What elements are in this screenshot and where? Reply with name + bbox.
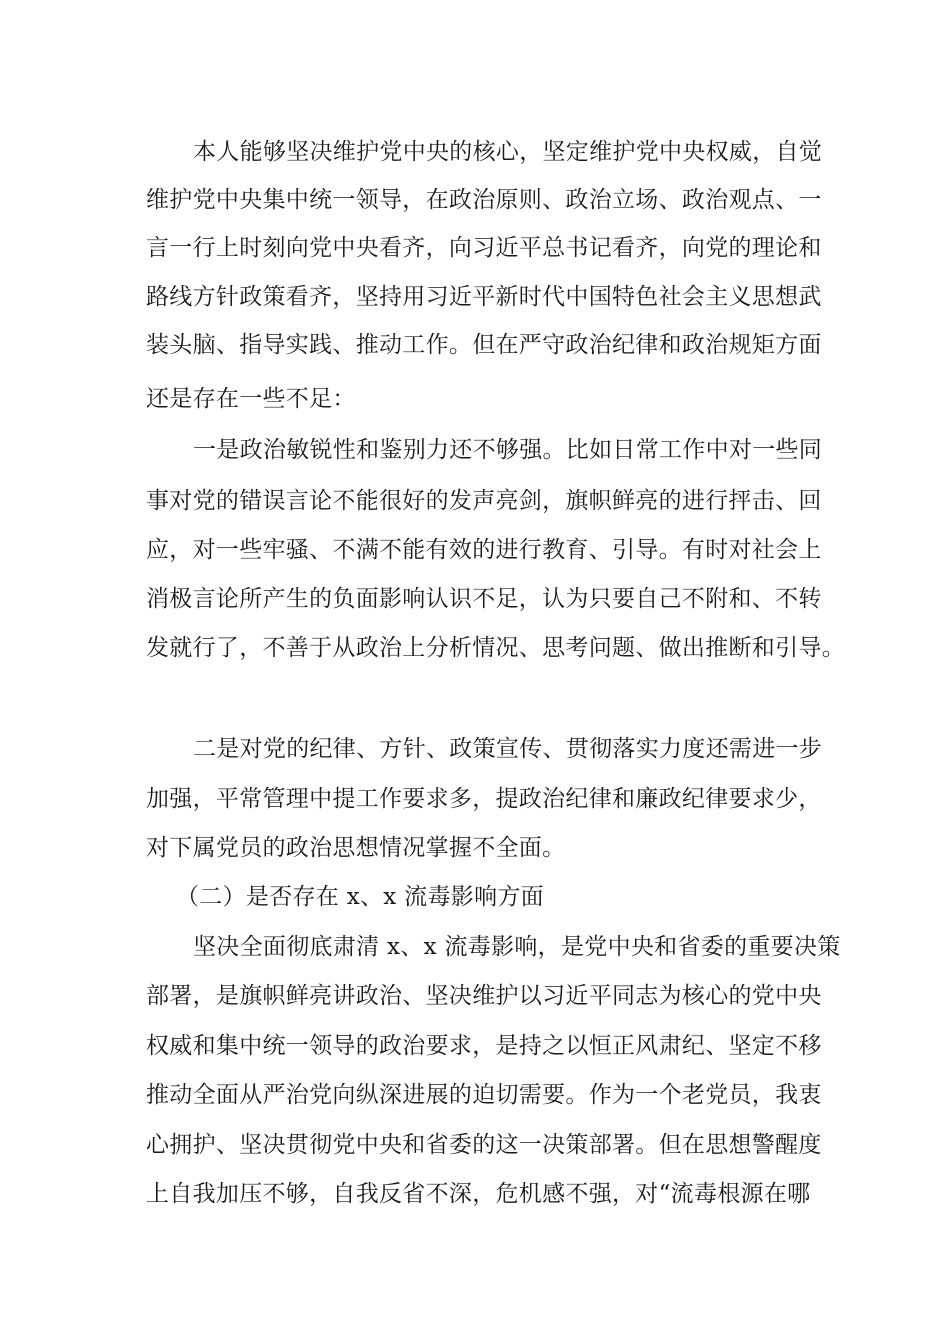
paragraph-4-line-5: 心拥护、坚决贯彻党中央和省委的这一决策部署。但在思想警醒度 <box>146 1132 822 1158</box>
paragraph-4-line-6: 上自我加压不够，自我反省不深，危机感不强，对“流毒根源在哪 <box>146 1181 811 1207</box>
paragraph-1-line-4: 路线方针政策看齐，坚持用习近平新时代中国特色社会主义思想武 <box>146 284 822 310</box>
paragraph-3-line-3: 对下属党员的政治思想情况掌握不全面。 <box>146 835 566 861</box>
paragraph-4-line-2: 部署，是旗帜鲜亮讲政治、坚决维护以习近平同志为核心的党中央 <box>146 983 822 1009</box>
paragraph-1-line-2: 维护党中央集中统一领导，在政治原则、政治立场、政治观点、一 <box>146 187 822 213</box>
paragraph-4-line-3: 权威和集中统一领导的政治要求，是持之以恒正风肃纪、坚定不移 <box>146 1033 822 1059</box>
paragraph-2-line-2: 事对党的错误言论不能很好的发声亮剑，旗帜鲜亮的进行抨击、回 <box>146 488 822 514</box>
section-heading: （二）是否存在 x、x 流毒影响方面 <box>176 884 544 910</box>
paragraph-1-line-1: 本人能够坚决维护党中央的核心，坚定维护党中央权威，自觉 <box>193 139 823 165</box>
paragraph-3-line-2: 加强，平常管理中提工作要求多，提政治纪律和廉政纪律要求少， <box>146 786 822 812</box>
paragraph-1-line-3: 言一行上时刻向党中央看齐，向习近平总书记看齐，向党的理论和 <box>146 235 822 261</box>
paragraph-1-line-6: 还是存在一些不足： <box>146 386 356 412</box>
paragraph-2-line-4: 消极言论所产生的负面影响认识不足，认为只要自己不附和、不转 <box>146 586 822 612</box>
paragraph-1-line-5: 装头脑、指导实践、推动工作。但在严守政治纪律和政治规矩方面 <box>146 332 822 358</box>
paragraph-4-line-4: 推动全面从严治党向纵深进展的迫切需要。作为一个老党员，我衷 <box>146 1082 822 1108</box>
paragraph-3-line-1: 二是对党的纪律、方针、政策宣传、贯彻落实力度还需进一步 <box>193 736 823 762</box>
paragraph-2-line-3: 应，对一些牢骚、不满不能有效的进行教育、引导。有时对社会上 <box>146 537 822 563</box>
paragraph-2-line-1: 一是政治敏锐性和鉴别力还不够强。比如日常工作中对一些同 <box>193 437 823 463</box>
paragraph-4-line-1: 坚决全面彻底肃清 x、x 流毒影响，是党中央和省委的重要决策 <box>193 934 841 960</box>
paragraph-2-line-5: 发就行了，不善于从政治上分析情况、思考问题、做出推断和引导。 <box>146 635 845 661</box>
